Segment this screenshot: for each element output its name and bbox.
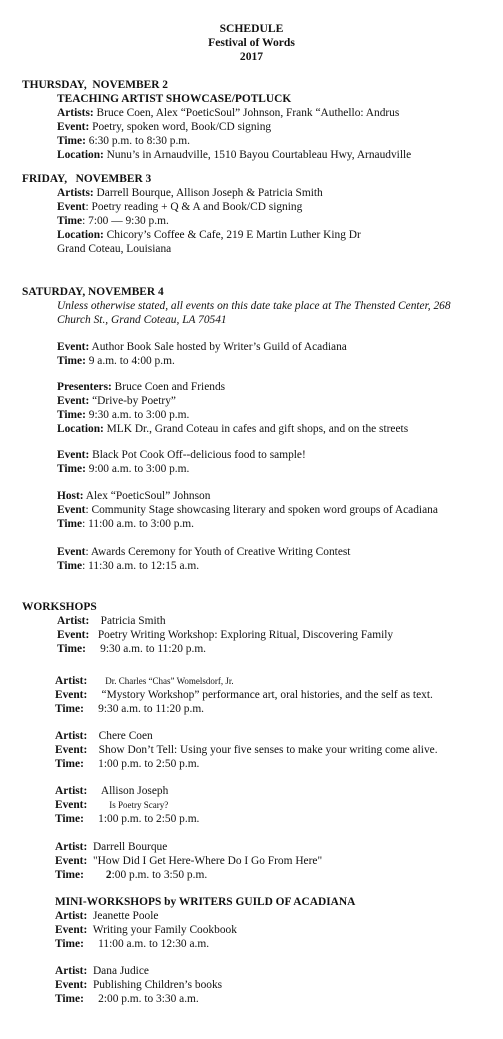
- label: Event:: [55, 855, 88, 867]
- value: Author Book Sale hosted by Writer’s Guild of Acadiana: [89, 341, 347, 353]
- value: :00 p.m. to 3:50 p.m.: [111, 869, 208, 881]
- label: Event:: [55, 979, 88, 991]
- sat-event-3: [57, 448, 306, 462]
- label: Artist:: [55, 785, 88, 797]
- mini-workshops-heading: MINI-WORKSHOPS by WRITERS GUILD OF ACADIANA: [55, 896, 356, 908]
- label: Artist:: [55, 910, 88, 922]
- w2-time: [55, 702, 204, 716]
- w1-artist: [57, 614, 166, 628]
- label: Event:: [55, 744, 88, 756]
- sat-time-1: [57, 354, 175, 368]
- thursday-subheading: TEACHING ARTIST SHOWCASE/POTLUCK: [57, 93, 292, 105]
- friday-time: [57, 214, 169, 228]
- label: Event:: [57, 629, 90, 641]
- m1-artist: [55, 909, 158, 923]
- friday-location: [57, 228, 361, 242]
- thursday-location: [57, 148, 411, 162]
- label: Event:: [55, 924, 88, 936]
- label: Location:: [57, 229, 104, 241]
- label: Time:: [57, 355, 86, 367]
- schedule-title: [0, 22, 503, 64]
- value: Darrell Bourque: [87, 841, 168, 853]
- label: Time:: [57, 643, 86, 655]
- sat-time-4: [57, 517, 194, 531]
- w1-time: [57, 642, 206, 656]
- value: Publishing Children’s books: [87, 979, 223, 991]
- value: Bruce Coen and Friends: [111, 381, 226, 393]
- label: Artist:: [55, 841, 88, 853]
- sat-presenters-2: [57, 380, 225, 394]
- label: Artists:: [57, 107, 94, 119]
- value: 9:30 a.m. to 11:20 p.m.: [85, 643, 207, 655]
- sat-time-5: [57, 559, 199, 573]
- sat-host-4: [57, 489, 210, 503]
- sat-event-4: [57, 503, 438, 517]
- label: Time:: [57, 135, 86, 147]
- label: Presenters:: [57, 381, 112, 393]
- value: 9:30 a.m. to 3:00 p.m.: [85, 409, 190, 421]
- w1-event: [57, 628, 393, 642]
- label: Time:: [57, 463, 86, 475]
- label: Artists:: [57, 187, 94, 199]
- label: Time: [57, 215, 83, 227]
- value: 1:00 p.m. to 2:50 p.m.: [83, 813, 200, 825]
- label: Host:: [57, 490, 84, 502]
- value: Dana Judice: [87, 965, 149, 977]
- label: Time: [57, 560, 83, 572]
- value: 2:00 p.m. to 3:30 a.m.: [83, 993, 199, 1005]
- label: Artist:: [55, 730, 88, 742]
- saturday-heading: SATURDAY, NOVEMBER 4: [22, 286, 164, 298]
- value: MLK Dr., Grand Coteau in cafes and gift shops, and on the streets: [103, 423, 409, 435]
- value: Writing your Family Cookbook: [87, 924, 237, 936]
- w4-artist: [55, 784, 168, 798]
- w3-artist: [55, 729, 153, 743]
- value: : Awards Ceremony for Youth of Creative Writing Contest: [85, 546, 351, 558]
- value: "How Did I Get Here-Where Do I Go From Here": [87, 855, 323, 867]
- m2-event: [55, 978, 222, 992]
- label: Time: [57, 518, 83, 530]
- label: Location:: [57, 149, 104, 161]
- workshops-heading: WORKSHOPS: [22, 601, 97, 613]
- friday-event: [57, 200, 302, 214]
- value: Is Poetry Scary?: [109, 800, 169, 810]
- value: Show Don’t Tell: Using your five senses to make your writing come alive.: [87, 744, 438, 756]
- w3-time: [55, 757, 199, 771]
- label: Event:: [55, 689, 88, 701]
- value: Alex “PoeticSoul” Johnson: [83, 490, 211, 502]
- value: Chere Coen: [87, 730, 153, 742]
- value: Black Pot Cook Off--delicious food to sample!: [89, 449, 306, 461]
- value: “Drive-by Poetry”: [89, 395, 176, 407]
- value: 6:30 p.m. to 8:30 p.m.: [85, 135, 191, 147]
- title-line-3: 2017: [239, 50, 264, 63]
- thursday-time: [57, 134, 190, 148]
- value: Dr. Charles “Chas” Womelsdorf, Jr.: [105, 676, 234, 686]
- value: 9 a.m. to 4:00 p.m.: [85, 355, 175, 367]
- w5-time: [55, 868, 207, 882]
- w5-event: [55, 854, 322, 868]
- saturday-note-2: Church St., Grand Coteau, LA 70541: [57, 314, 227, 326]
- value: Bruce Coen, Alex “PoeticSoul” Johnson, Frank “Authello: Andrus: [93, 107, 400, 119]
- label: Event: [57, 504, 86, 516]
- label: Time:: [55, 869, 84, 881]
- w4-event: [55, 798, 168, 812]
- m1-time: [55, 937, 209, 951]
- label: Event:: [57, 121, 90, 133]
- w3-event: [55, 743, 438, 757]
- m1-event: [55, 923, 237, 937]
- sat-event-2: [57, 394, 176, 408]
- value: “Mystory Workshop” performance art, oral histories, and the self as text.: [87, 689, 433, 701]
- value: : Community Stage showcasing literary and spoken word groups of Acadiana: [85, 504, 438, 516]
- value: Patricia Smith: [89, 615, 166, 627]
- thursday-artists: [57, 106, 399, 120]
- friday-heading: FRIDAY, NOVEMBER 3: [22, 173, 152, 185]
- label: Event:: [55, 799, 88, 811]
- w2-event: [55, 688, 433, 702]
- value: : 11:30 a.m. to 12:15 a.m.: [82, 560, 200, 572]
- label: Time:: [55, 938, 84, 950]
- label: Artist:: [57, 615, 90, 627]
- sat-event-1: [57, 340, 347, 354]
- friday-artists: [57, 186, 323, 200]
- value: Chicory’s Coffee & Cafe, 219 E Martin Luther King Dr: [103, 229, 361, 241]
- thursday-heading: THURSDAY, NOVEMBER 2: [22, 79, 168, 91]
- w4-time: [55, 812, 199, 826]
- w5-artist: [55, 840, 167, 854]
- sat-location-2: [57, 422, 408, 436]
- label: Event: [57, 201, 86, 213]
- value: : 7:00 — 9:30 p.m.: [82, 215, 169, 227]
- m2-artist: [55, 964, 149, 978]
- title-line-2: Festival of Words: [208, 36, 295, 49]
- label: Event:: [57, 449, 90, 461]
- label: Time:: [55, 703, 84, 715]
- label: Artist:: [55, 965, 88, 977]
- value: 1:00 p.m. to 2:50 p.m.: [83, 758, 200, 770]
- value-bold: 2: [105, 869, 112, 881]
- value: 11:00 a.m. to 12:30 a.m.: [83, 938, 210, 950]
- value: Jeanette Poole: [87, 910, 159, 922]
- value: 9:30 a.m. to 11:20 p.m.: [83, 703, 205, 715]
- label: Event: [57, 546, 86, 558]
- value: : 11:00 a.m. to 3:00 p.m.: [82, 518, 195, 530]
- value: : Poetry reading + Q & A and Book/CD signing: [85, 201, 303, 213]
- label: Location:: [57, 423, 104, 435]
- friday-location-2: Grand Coteau, Louisiana: [57, 243, 172, 255]
- label: Time:: [55, 758, 84, 770]
- value: Allison Joseph: [87, 785, 169, 797]
- m2-time: [55, 992, 199, 1006]
- label: Time:: [55, 993, 84, 1005]
- label: Time:: [57, 409, 86, 421]
- title-line-1: SCHEDULE: [219, 22, 284, 35]
- value: 9:00 a.m. to 3:00 p.m.: [85, 463, 190, 475]
- sat-time-3: [57, 462, 189, 476]
- value: Darrell Bourque, Allison Joseph & Patricia Smith: [93, 187, 323, 199]
- sat-event-5: [57, 545, 350, 559]
- label: Time:: [55, 813, 84, 825]
- label: Artist:: [55, 675, 88, 687]
- thursday-event: [57, 120, 271, 134]
- sat-time-2: [57, 408, 189, 422]
- value: Nunu’s in Arnaudville, 1510 Bayou Courtableau Hwy, Arnaudville: [103, 149, 412, 161]
- value: Poetry Writing Workshop: Exploring Ritual, Discovering Family: [89, 629, 394, 641]
- w2-artist: [55, 674, 234, 688]
- value: Poetry, spoken word, Book/CD signing: [89, 121, 272, 133]
- label: Event:: [57, 395, 90, 407]
- saturday-note-1: Unless otherwise stated, all events on this date take place at The Thensted Center, 268: [57, 300, 451, 312]
- label: Event:: [57, 341, 90, 353]
